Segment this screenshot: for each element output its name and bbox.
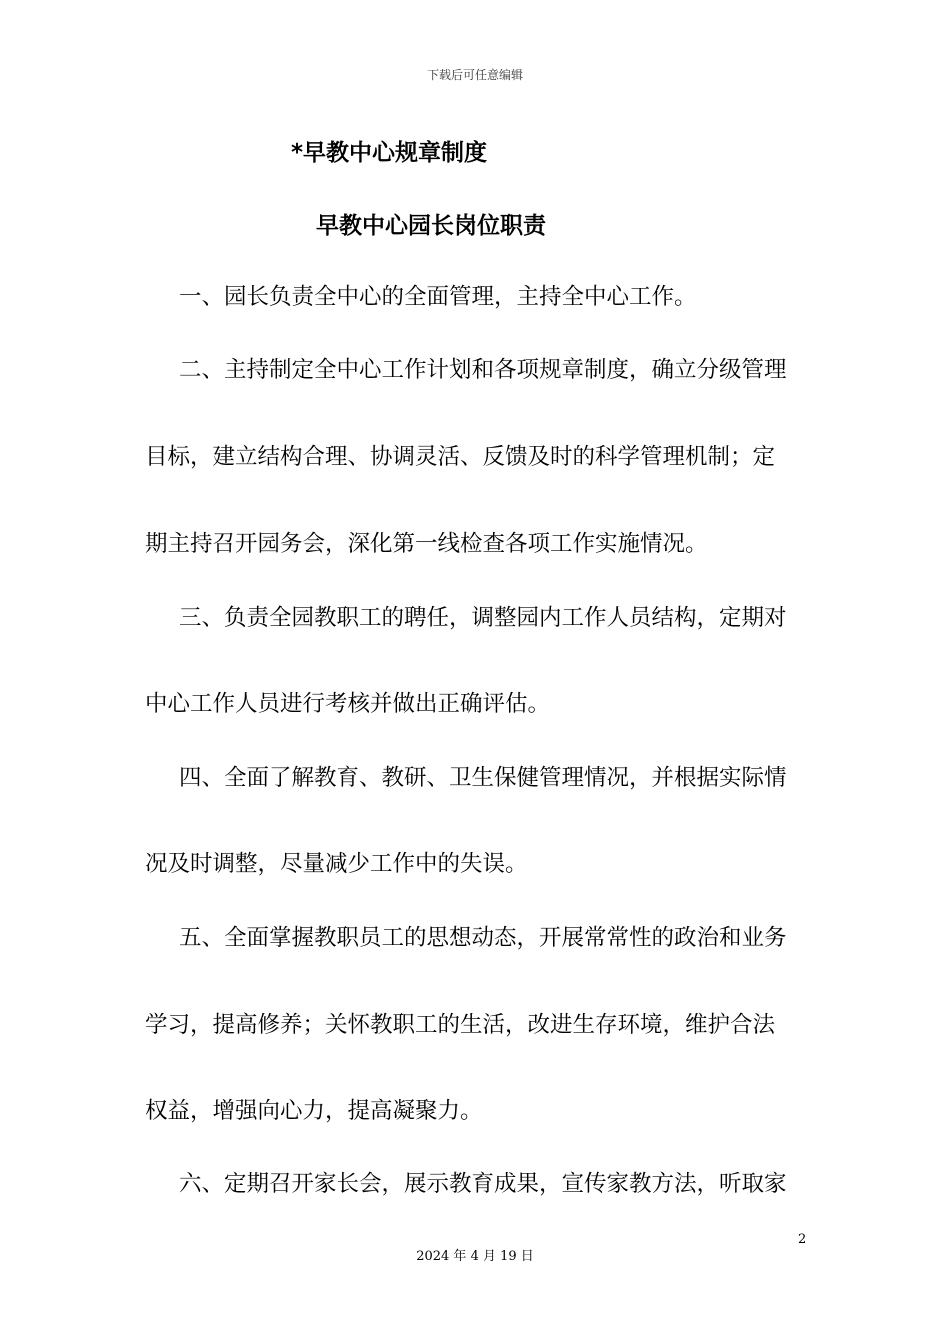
paragraph-line-12: 六、定期召开家长会，展示教育成果，宣传家教方法，听取家 <box>179 1171 787 1197</box>
paragraph-line-4: 期主持召开园务会，深化第一线检查各项工作实施情况。 <box>145 531 708 557</box>
paragraph-line-11: 权益，增强向心力，提高凝聚力。 <box>145 1098 483 1124</box>
paragraph-line-5: 三、负责全园教职工的聘任，调整园内工作人员结构，定期对 <box>179 605 787 631</box>
paragraph-line-8: 况及时调整，尽量减少工作中的失误。 <box>145 851 528 877</box>
paragraph-line-3: 目标，建立结构合理、协调灵活、反馈及时的科学管理机制；定 <box>145 444 776 470</box>
document-title: *早教中心规章制度 <box>291 140 488 166</box>
paragraph-line-2: 二、主持制定全中心工作计划和各项规章制度，确立分级管理 <box>179 357 787 383</box>
paragraph-line-9: 五、全面掌握教职员工的思想动态，开展常常性的政治和业务 <box>179 925 787 951</box>
page-number: 2 <box>798 1232 807 1247</box>
header-note: 下载后可任意编辑 <box>426 68 523 82</box>
paragraph-line-6: 中心工作人员进行考核并做出正确评估。 <box>145 691 551 717</box>
footer-date: 2024 年 4 月 19 日 <box>416 1249 534 1264</box>
paragraph-line-7: 四、全面了解教育、教研、卫生保健管理情况，并根据实际情 <box>179 765 787 791</box>
paragraph-line-1: 一、园长负责全中心的全面管理，主持全中心工作。 <box>179 284 697 310</box>
section-title: 早教中心园长岗位职责 <box>316 213 546 239</box>
paragraph-line-10: 学习，提高修养；关怀教职工的生活，改进生存环境，维护合法 <box>145 1012 776 1038</box>
